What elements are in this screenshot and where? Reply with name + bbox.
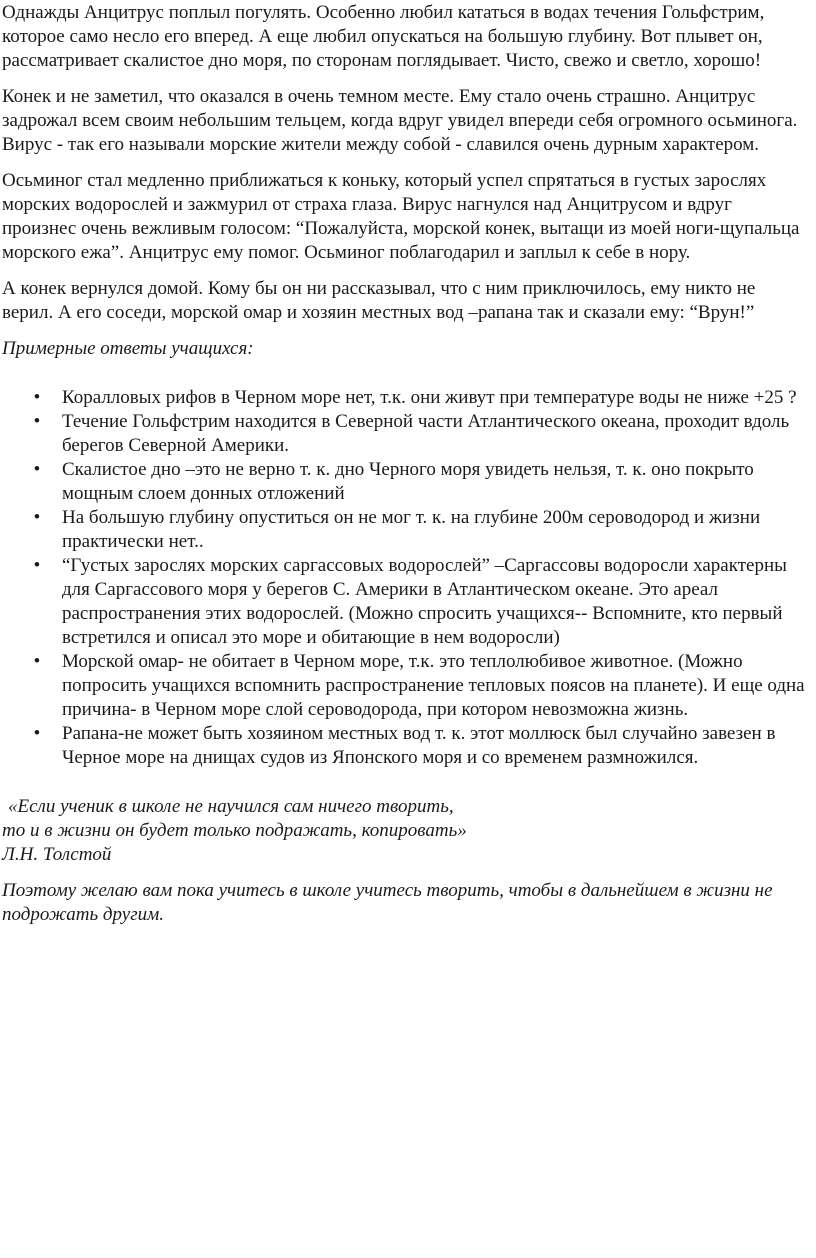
list-item [2,650,808,722]
story-paragraph-3: Осьминог стал медленно приближаться к коньку, который успел спрятаться в густых зарослях морских водорослей и зажмурил от страха глаза. Вирус нагнулся над Анцитрусом и вдруг произнес очень вежливым голосом: “Пожалуйста, морской конек, вытащи из моей ноги-щупальца морского ежа”. Анцитрус ему помог. Осьминог поблагодарил и заплыл к себе в нору. [2,170,800,263]
bullet-icon: • [33,555,41,576]
quote-line-1: «Если ученик в школе не научился сам ничего творить, [8,796,454,817]
list-item-text: Морской омар- не обитает в Черном море, т.к. это теплолюбивое животное. (Можно попросить учащихся вспомнить распространение тепловых поясов на планете). И еще одна причина- в Черном море слой сероводорода, при котором невозможна жизнь. [62,651,805,720]
list-item [2,386,808,410]
bullet-icon: • [33,723,41,744]
story-paragraph-2: Конек и не заметил, что оказался в очень темном месте. Ему стало очень страшно. Анцитрус задрожал всем своим небольшим тельцем, когда вдруг увидел впереди себя огромного осьминога. Вирус - так его называли морские жители между собой - славился очень дурным характером. [2,86,798,155]
list-item [2,410,808,458]
story-paragraph-4: А конек вернулся домой. Кому бы он ни рассказывал, что с ним приключилось, ему никто не верил. А его соседи, морской омар и хозяин местных вод –рапана так и сказали ему: “Врун!” [2,278,756,323]
list-item-text: Течение Гольфстрим находится в Северной части Атлантического океана, проходит вдоль берегов Северной Америки. [62,411,790,456]
bullet-icon: • [33,411,41,432]
bullet-icon: • [33,387,41,408]
bullet-icon: • [33,651,41,672]
closing-paragraph: Поэтому желаю вам пока учитесь в школе учитесь творить, чтобы в дальнейшем в жизни не подрожать другим. [2,880,773,925]
bullet-icon: • [33,459,41,480]
tolstoy-quote [2,795,808,867]
quote-line-2: то и в жизни он будет только подражать, копировать» [2,820,467,841]
list-item [2,458,808,506]
list-item [2,722,808,770]
answers-heading: Примерные ответы учащихся: [2,338,254,359]
bullet-icon: • [33,507,41,528]
answers-list [2,386,808,770]
list-item-text: Рапана-не может быть хозяином местных вод т. к. этот моллюск был случайно завезен в Черное море на днищах судов из Японского моря и со временем размножился. [62,723,776,768]
quote-author: Л.Н. Толстой [2,844,112,865]
list-item-text: Коралловых рифов в Черном море нет, т.к. они живут при температуре воды не ниже +25 ? [62,387,797,408]
list-item-text: Скалистое дно –это не верно т. к. дно Черного моря увидеть нельзя, т. к. оно покрыто мощным слоем донных отложений [62,459,754,504]
list-item-text: На большую глубину опуститься он не мог т. к. на глубине 200м сероводород и жизни практически нет.. [62,507,761,552]
list-item [2,554,808,650]
story-paragraph-1: Однажды Анцитрус поплыл погулять. Особенно любил кататься в водах течения Гольфстрим, которое само несло его вперед. А еще любил опускаться на большую глубину. Вот плывет он, рассматривает скалистое дно моря, по сторонам поглядывает. Чисто, свежо и светло, хорошо! [2,2,765,71]
list-item-text: “Густых зарослях морских саргассовых водорослей” –Саргассовы водоросли характерны для Саргассового моря у берегов С. Америки в Атлантическом океане. Это ареал распространения этих водорослей. (Можно спросить учащихся-- Вспомните, кто первый встретился и описал это море и обитающие в нем водоросли) [62,555,787,648]
list-item [2,506,808,554]
